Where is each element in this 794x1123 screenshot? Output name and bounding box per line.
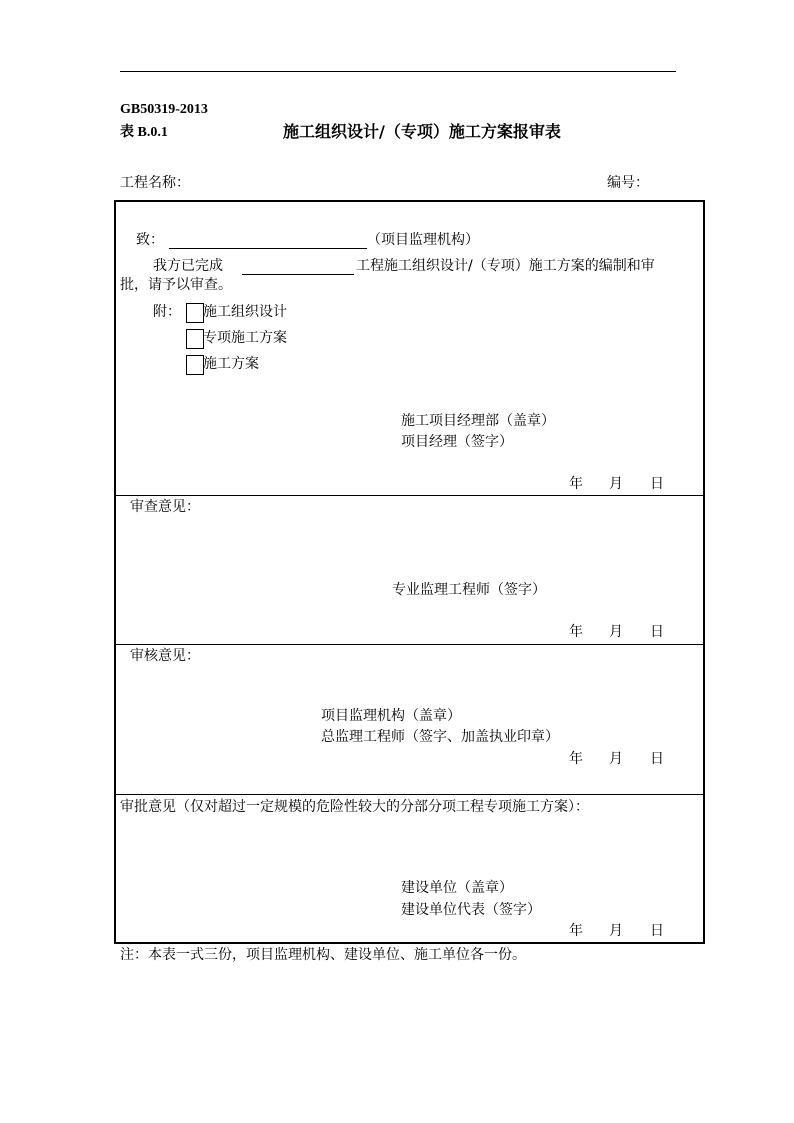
form-title: 施工组织设计/（专项）施工方案报审表 (283, 122, 561, 141)
header-rule (120, 71, 676, 72)
date-day: 日 (650, 923, 664, 939)
section-divider (116, 495, 703, 496)
chief-engineer-signature-label: 总监理工程师（签字、加盖执业印章） (321, 729, 559, 745)
footer-note: 注：本表一式三份，项目监理机构、建设单位、施工单位各一份。 (120, 947, 526, 963)
date-year: 年 (569, 751, 583, 767)
review-opinion-label: 审查意见： (130, 499, 200, 515)
project-field[interactable] (242, 274, 354, 275)
attachment-construction-design: 施工组织设计 (203, 304, 287, 320)
body-line-2: 批，请予以审查。 (120, 277, 232, 293)
section-divider (116, 794, 703, 795)
to-suffix: （项目监理机构） (367, 232, 479, 248)
date-month: 月 (609, 476, 623, 492)
recipient-field[interactable] (169, 248, 367, 249)
body-suffix: 工程施工组织设计/（专项）施工方案的编制和审 (356, 258, 655, 274)
section-divider (116, 644, 703, 645)
project-manager-signature-label: 项目经理（签字） (401, 434, 513, 450)
date-month: 月 (609, 923, 623, 939)
owner-seal-label: 建设单位（盖章） (401, 880, 513, 896)
date-day: 日 (650, 476, 664, 492)
attachment-checkbox-construction-design[interactable] (186, 303, 204, 323)
form-number: 表 B.0.1 (120, 125, 168, 140)
attachment-construction-plan: 施工方案 (203, 356, 259, 372)
body-prefix: 我方已完成 (153, 258, 223, 274)
attachment-label: 附： (153, 304, 181, 320)
date-day: 日 (650, 751, 664, 767)
owner-representative-signature-label: 建设单位代表（签字） (401, 902, 541, 918)
supervising-engineer-signature-label: 专业监理工程师（签字） (392, 582, 546, 598)
contractor-seal-label: 施工项目经理部（盖章） (401, 413, 555, 429)
approval-opinion-label: 审批意见（仅对超过一定规模的危险性较大的分部分项工程专项施工方案）： (120, 799, 589, 815)
date-month: 月 (609, 751, 623, 767)
to-label: 致： (136, 232, 164, 248)
attachment-checkbox-construction-plan[interactable] (186, 355, 204, 375)
attachment-special-plan: 专项施工方案 (203, 330, 287, 346)
form-table (114, 200, 705, 944)
date-year: 年 (569, 923, 583, 939)
date-year: 年 (569, 624, 583, 640)
attachment-checkbox-special-plan[interactable] (186, 329, 204, 349)
supervision-org-seal-label: 项目监理机构（盖章） (321, 708, 461, 724)
date-day: 日 (650, 624, 664, 640)
date-month: 月 (609, 624, 623, 640)
project-name-label: 工程名称： (120, 175, 190, 191)
audit-opinion-label: 审核意见： (130, 648, 200, 664)
standard-code: GB50319-2013 (120, 102, 208, 117)
serial-number-label: 编号： (607, 175, 649, 191)
date-year: 年 (569, 476, 583, 492)
